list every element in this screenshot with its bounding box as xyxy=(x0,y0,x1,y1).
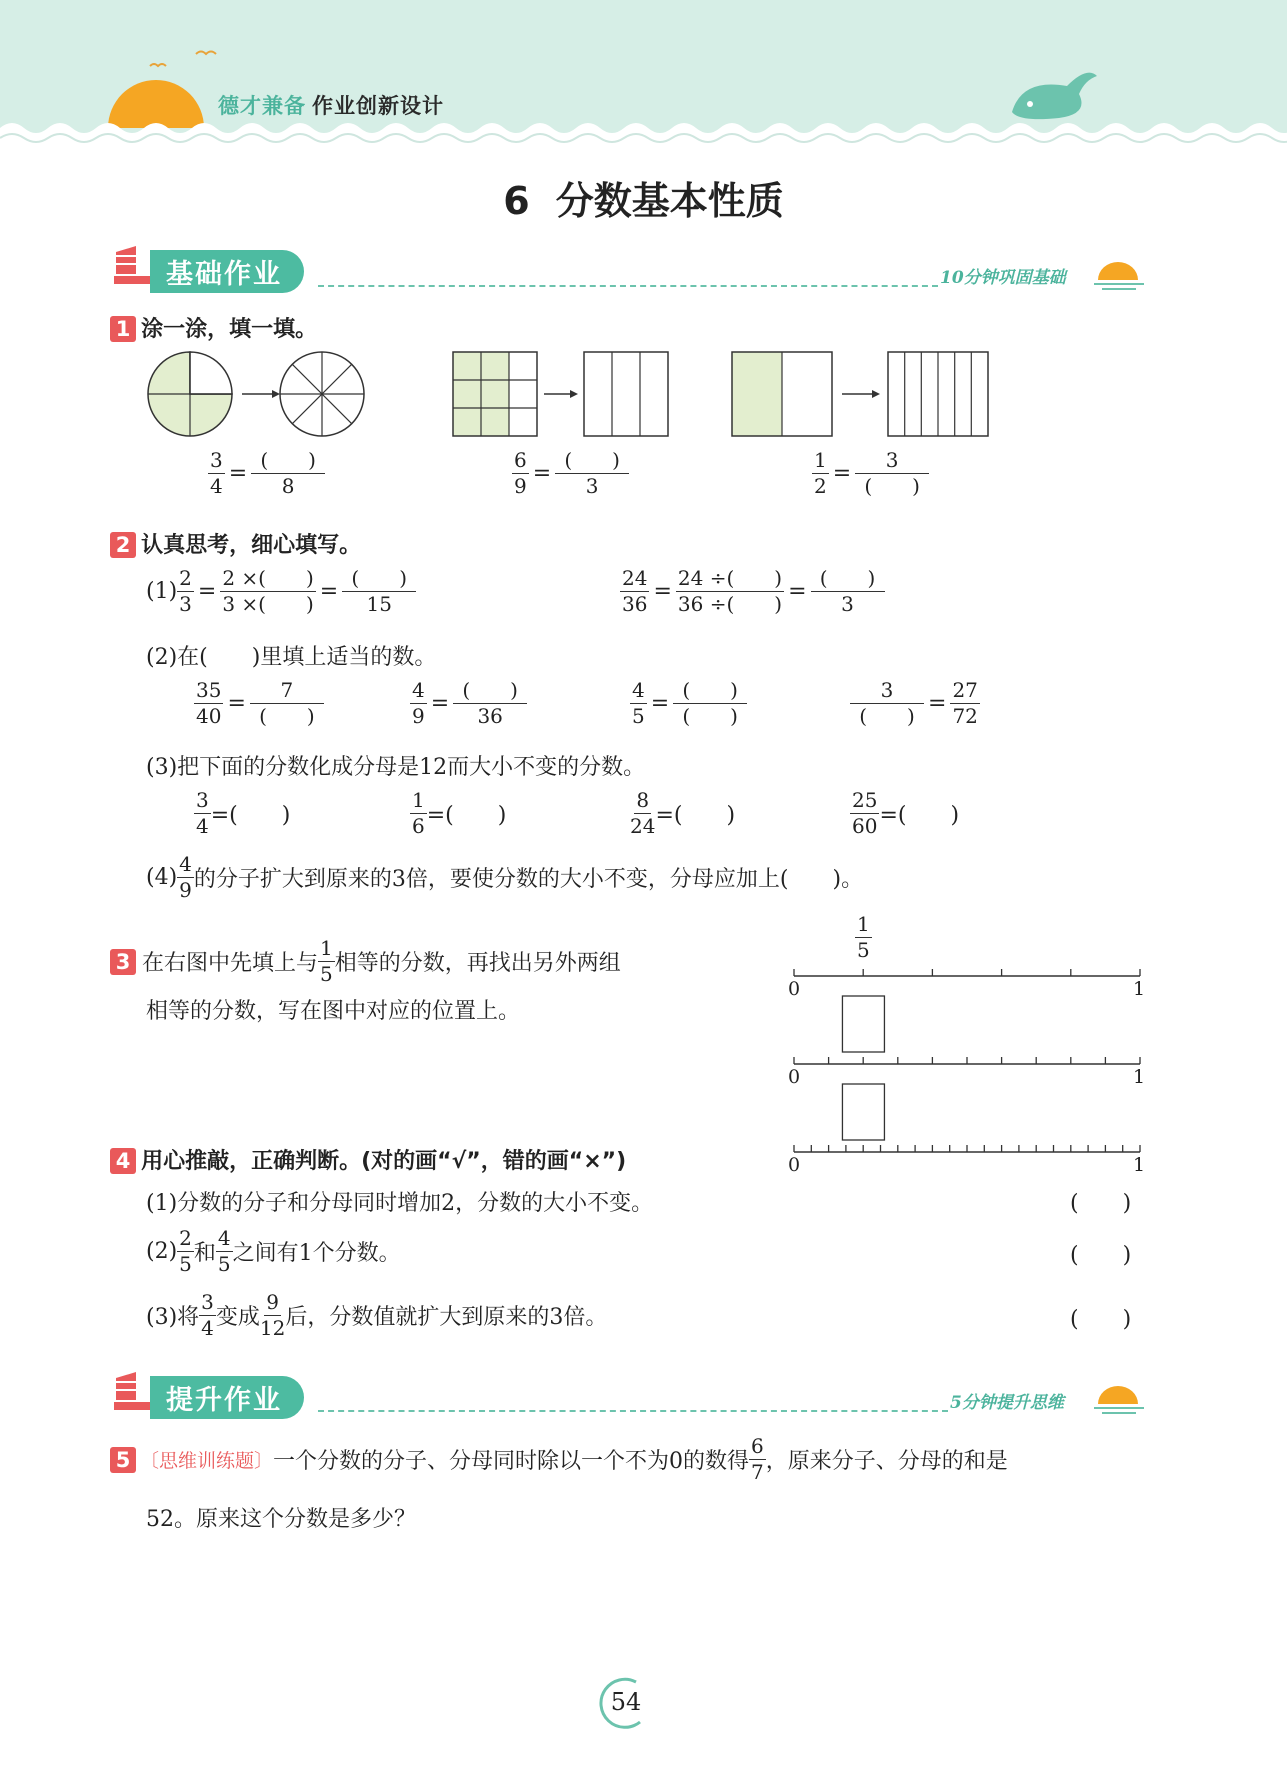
page-title xyxy=(0,170,1287,225)
question-text: 认真思考，细心填写。 xyxy=(141,533,362,558)
q4-answer-1[interactable]: ( ) xyxy=(1070,1191,1132,1216)
q2-part3-item2: $\frac{1}{6}$ =( ) xyxy=(412,788,507,838)
title-number: 6 xyxy=(503,179,530,223)
q2-part2-eq3: $\frac{4}{5}$ = $\frac{( )}{( )}$ xyxy=(630,680,747,727)
page-number: 54 xyxy=(610,1688,642,1716)
question-number: 2 xyxy=(110,532,136,558)
line2-one: 1 xyxy=(1133,1066,1146,1088)
sunset-icon-2 xyxy=(1092,1380,1148,1416)
answer-box xyxy=(842,1084,884,1140)
bird-icon-2 xyxy=(150,64,166,66)
question-5: 5 〔思维训练题〕 一个分数的分子、分母同时除以一个不为0的数得 $\frac{6}{7}$ ，原来分子、分母的和是 xyxy=(110,1436,1008,1483)
section-basic-time: 10分钟巩固基础 xyxy=(940,268,1066,288)
question-2-header xyxy=(110,528,361,559)
line2-zero: 0 xyxy=(788,1066,801,1088)
q4-statement-2: (2) $\frac{2}{5}$ 和 $\frac{4}{5}$ 之间有1个分数。 xyxy=(146,1226,401,1276)
q4-answer-2[interactable]: ( ) xyxy=(1070,1243,1132,1268)
q1-equation-3: $\frac{1}{2}$ = $\frac{3}{( )}$ xyxy=(812,450,929,497)
q2-part3-item1: $\frac{3}{4}$ =( ) xyxy=(196,788,291,838)
question-text: 涂一涂，填一填。 xyxy=(141,317,318,342)
q2-part4: (4) $\frac{4}{9}$ 的分子扩大到原来的3倍，要使分数的大小不变，分母应加上( )。 xyxy=(146,852,864,902)
q4-statement-1: (1)分数的分子和分母同时增加2，分数的大小不变。 xyxy=(146,1191,654,1216)
q1-figures xyxy=(140,346,1000,446)
rect-thirds xyxy=(584,352,668,436)
grid-3x3 xyxy=(453,352,537,436)
question-5-text-2: 52。原来这个分数是多少？ xyxy=(146,1507,416,1532)
arrow-2 xyxy=(544,390,578,398)
section-advanced-time: 5分钟提升思维 xyxy=(950,1393,1064,1413)
question-number: 3 xyxy=(110,949,136,975)
line1-zero: 0 xyxy=(788,978,801,1000)
arrow-3 xyxy=(842,390,880,398)
header-decoration xyxy=(0,0,1287,160)
q2-part3-item3: $\frac{8}{24}$ =( ) xyxy=(630,788,736,838)
section-advanced-label: 提升作业 xyxy=(150,1376,304,1419)
circle-eighths xyxy=(280,352,364,436)
question-text: 用心推敲，正确判断。(对的画“√”，错的画“×”) xyxy=(141,1149,627,1174)
circle-quarters xyxy=(148,352,232,436)
q2-part3-text: (3)把下面的分数化成分母是12而大小不变的分数。 xyxy=(146,755,646,780)
question-number: 5 xyxy=(110,1447,136,1473)
line3-zero: 0 xyxy=(788,1154,801,1176)
whale-icon xyxy=(1012,73,1097,119)
numberline-top-fraction: $\frac{1}{5}$ xyxy=(857,912,870,962)
sunset-icon xyxy=(1092,256,1148,292)
question-number: 1 xyxy=(110,316,136,342)
q2-part2-eq4: $\frac{3}{( )}$ = $\frac{27}{72}$ xyxy=(850,680,980,727)
section-divider-2 xyxy=(318,1410,948,1412)
brand-a: 德才兼备 xyxy=(218,94,306,118)
q4-answer-3[interactable]: ( ) xyxy=(1070,1307,1132,1332)
brand-b: 作业创新设计 xyxy=(312,94,444,118)
bird-icon xyxy=(196,52,216,55)
q4-statement-3: (3)将 $\frac{3}{4}$ 变成 $\frac{9}{12}$ 后，分数值就扩大到原来的3倍。 xyxy=(146,1290,608,1340)
q2-part3-item4: $\frac{25}{60}$ =( ) xyxy=(852,788,960,838)
question-1-header xyxy=(110,312,317,343)
section-basic-label: 基础作业 xyxy=(150,250,304,293)
q2-part2-eq2: $\frac{4}{9}$ = $\frac{( )}{36}$ xyxy=(410,680,527,727)
question-number: 4 xyxy=(110,1148,136,1174)
question-3-header: 3 在右图中先填上与 $\frac{1}{5}$ 相等的分数，再找出另外两组 xyxy=(110,938,621,985)
title-text: 分数基本性质 xyxy=(555,179,784,223)
question-3-text-2: 相等的分数，写在图中对应的位置上。 xyxy=(146,999,521,1024)
q2-part2-eq1: $\frac{35}{40}$ = $\frac{7}{( )}$ xyxy=(194,680,324,727)
rect-halves xyxy=(732,352,832,436)
q2-part1-b: $\frac{24}{36}$ = $\frac{24 \div( )}{36 \div( )}$ = $\frac{( )}{3}$ xyxy=(620,568,885,615)
q1-equation-1: $\frac{3}{4}$ = $\frac{( )}{8}$ xyxy=(208,450,325,497)
section-divider xyxy=(318,285,938,287)
arrow-1 xyxy=(242,390,280,398)
q1-equation-2: $\frac{6}{9}$ = $\frac{( )}{3}$ xyxy=(512,450,629,497)
line1-one: 1 xyxy=(1133,978,1146,1000)
q2-part1-a: (1) $\frac{2}{3}$ = $\frac{2 \times( )}{3 \times( )}$ = $\frac{( )}{15}$ xyxy=(146,568,416,615)
question-tag: 〔思维训练题〕 xyxy=(140,1450,274,1472)
q2-part2-text: (2)在( )里填上适当的数。 xyxy=(146,645,437,670)
number-lines xyxy=(780,960,1150,1180)
sun-icon xyxy=(108,80,204,128)
rect-sixths xyxy=(888,352,988,436)
brand xyxy=(218,90,444,120)
answer-box xyxy=(842,996,884,1052)
question-4-header xyxy=(110,1144,626,1175)
line3-one: 1 xyxy=(1133,1154,1146,1176)
